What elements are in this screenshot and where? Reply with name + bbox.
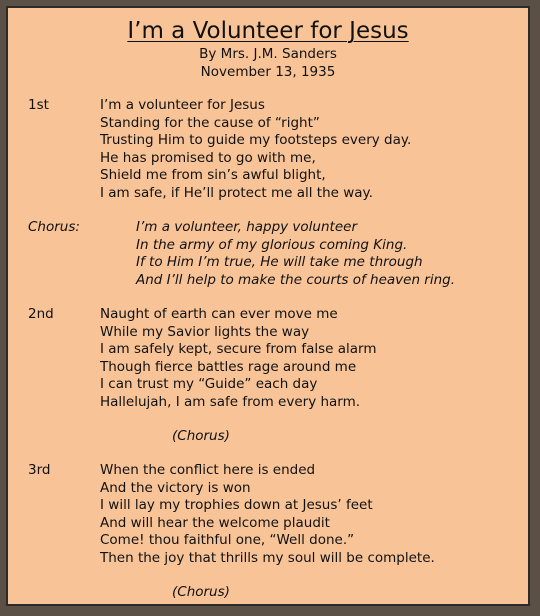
chorus-reference: (Chorus) [172, 428, 230, 444]
verse-line: I am safely kept, secure from false alarm [100, 341, 377, 357]
author-byline: By Mrs. J.M. Sanders [199, 46, 337, 62]
verse-line: He has promised to go with me, [100, 149, 316, 166]
verse-line: While my Savior lights the way [100, 323, 310, 340]
verse-line: Though fierce battles rage around me [100, 358, 357, 375]
chorus-label: Chorus: [28, 219, 80, 235]
chorus-line: And I’ll help to make the courts of heaven ring. [136, 271, 456, 288]
chorus-line: In the army of my glorious coming King. [136, 236, 408, 253]
verse-line: And will hear the welcome plaudit [100, 514, 330, 531]
verse-3 [100, 462, 435, 567]
verse-label-3: 3rd [28, 462, 51, 478]
verse-line: I am safe, if He’ll protect me all the way. [100, 184, 373, 201]
chorus-line: I’m a volunteer, happy volunteer [136, 219, 358, 235]
verse-line: When the conflict here is ended [100, 462, 316, 478]
verse-line: Come! thou faithful one, “Well done.” [100, 532, 355, 548]
verse-line: Shield me from sin’s awful blight, [100, 167, 326, 183]
verse-line: I can trust my “Guide” each day [100, 376, 318, 392]
document-date: November 13, 1935 [200, 64, 336, 80]
verse-label-2: 2nd [28, 306, 54, 322]
chorus-line: If to Him I’m true, He will take me through [136, 254, 423, 270]
verse-line: Then the joy that thrills my soul will be complete. [100, 549, 435, 566]
chorus-reference: (Chorus) [172, 584, 230, 600]
verse-line: I will lay my trophies down at Jesus’ feet [100, 497, 373, 513]
verse-line: I’m a volunteer for Jesus [100, 97, 265, 113]
document-title: I’m a Volunteer for Jesus [127, 18, 409, 44]
verse-1 [100, 97, 411, 202]
chorus [136, 219, 455, 289]
verse-line: Naught of earth can ever move me [100, 306, 338, 322]
verse-line: Standing for the cause of “right” [100, 114, 320, 131]
verse-line: And the victory is won [100, 479, 251, 496]
verse-line: Trusting Him to guide my footsteps every day. [100, 132, 412, 148]
verse-label-1: 1st [28, 97, 49, 113]
verse-2 [100, 306, 377, 411]
document-page [6, 6, 530, 606]
verse-line: Hallelujah, I am safe from every harm. [100, 393, 361, 410]
